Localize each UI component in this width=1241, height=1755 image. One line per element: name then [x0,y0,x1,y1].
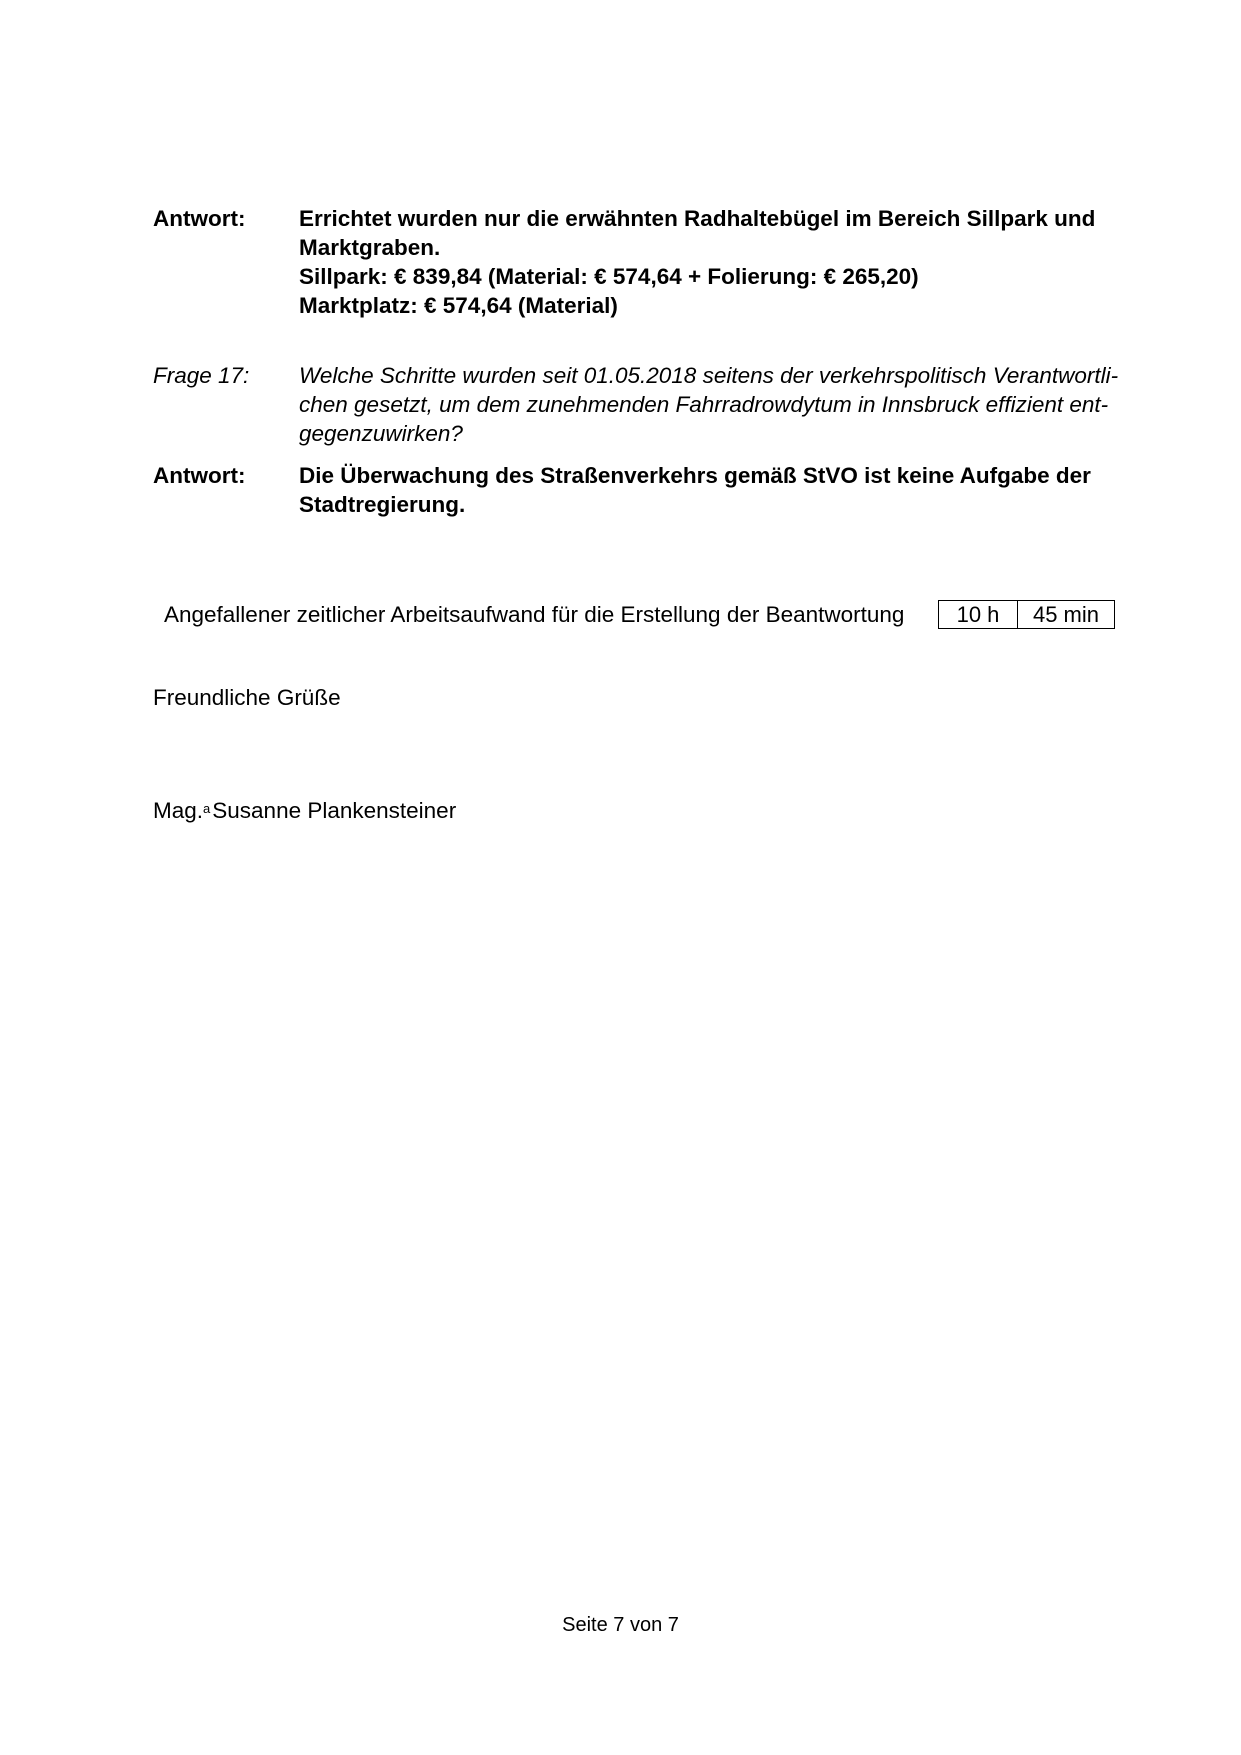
question-17-label: Frage 17: [153,363,250,388]
answer-16-line-3: Sillpark: € 839,84 (Material: € 574,64 + Folierung: € 265,20) [299,264,919,289]
work-effort-label: Angefallener zeitlicher Arbeitsaufwand für die Erstellung der Beantwortung [164,602,905,627]
question-17-line-2: chen gesetzt, um dem zunehmenden Fahrradrowdytum in Innsbruck effizient ent- [299,392,1109,417]
question-17-line-1: Welche Schritte wurden seit 01.05.2018 seitens der verkehrspolitisch Verantwortli- [299,363,1119,388]
answer-16-line-2: Marktgraben. [299,235,441,260]
answer-17-row [153,461,1133,519]
work-effort-minutes: 45 min [1032,602,1100,627]
question-17-line-3: gegenzuwirken? [299,421,463,446]
page-number-footer: Seite 7 von 7 [562,1614,679,1636]
answer-16-label: Antwort: [153,206,246,231]
work-effort-hours: 10 h [939,601,1018,628]
signature-person: Susanne Plankensteiner [212,798,457,823]
answer-17-line-1: Die Überwachung des Straßenverkehrs gemäß StVO ist keine Aufgabe der [299,463,1091,488]
question-17-row [153,361,1133,448]
question-17-text [299,361,1133,448]
answer-16-line-4: Marktplatz: € 574,64 (Material) [299,293,618,318]
work-effort-table [938,600,1115,629]
answer-17-line-2: Stadtregierung. [299,492,466,517]
work-effort-statement [164,601,904,629]
answer-17-label: Antwort: [153,463,246,488]
answer-17-section [153,461,1133,519]
closing-greeting: Freundliche Grüße [153,685,341,710]
answer-17-text [299,461,1133,519]
answer-16-line-1: Errichtet wurden nur die erwähnten Radhaltebügel im Bereich Sillpark und [299,206,1096,231]
answer-16-section [153,204,1133,320]
answer-16-text [299,204,1133,320]
answer-16-row [153,204,1133,320]
signature-title: Mag. [153,798,204,823]
signature-name [153,796,456,825]
signature-title-superscript: a [203,801,211,816]
question-17-section [153,361,1133,448]
